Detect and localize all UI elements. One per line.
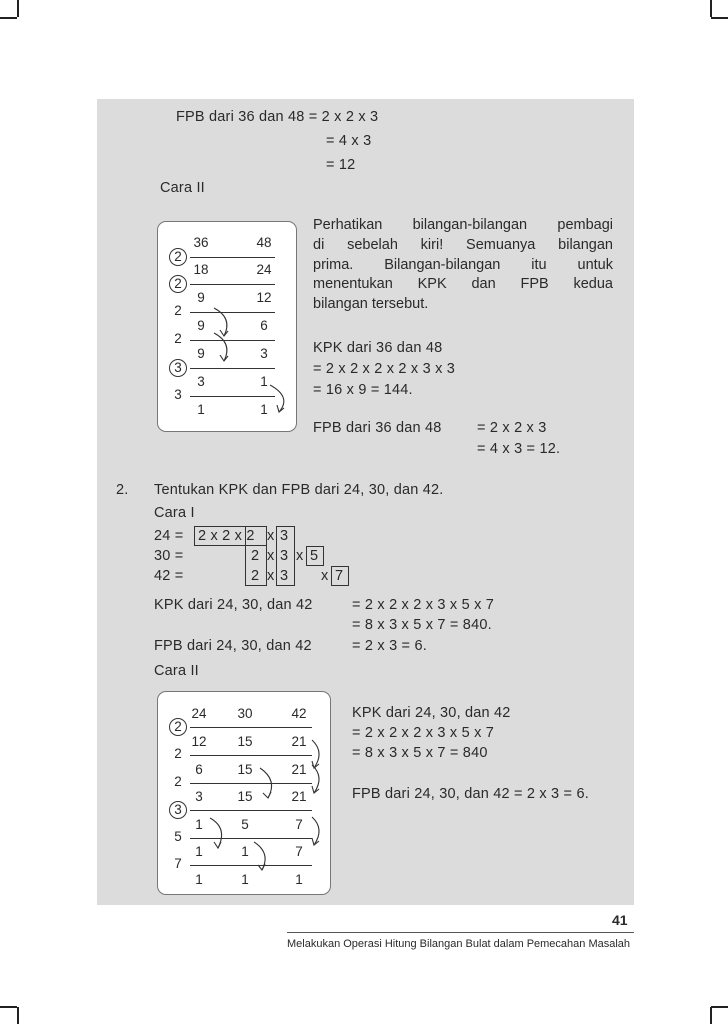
kpk-24-30-42-line-2: = 8 x 3 x 5 x 7 = 840. (352, 617, 492, 633)
factor-row-lhs: 30 = (154, 548, 184, 564)
tree-value: 7 (295, 844, 303, 859)
tree-value: 7 (295, 817, 303, 832)
footer-rule (287, 932, 634, 933)
kpk-24-30-42-label: KPK dari 24, 30, dan 42 (154, 597, 313, 613)
explanation-line: Perhatikan bilangan-bilangan pembagi (313, 217, 613, 233)
explanation-line: menentukan KPK dan FPB kedua (313, 276, 613, 293)
kpk-24-30-42-line-1: = 2 x 2 x 2 x 3 x 5 x 7 (352, 597, 495, 613)
tree-divisor: 3 (169, 801, 187, 819)
tree-value: 24 (191, 706, 207, 721)
tree-value: 9 (197, 346, 205, 361)
tree-value: 15 (237, 789, 253, 804)
factor-x: x (267, 568, 275, 584)
fpb-line-3: = 12 (326, 157, 356, 173)
tree-value: 24 (256, 262, 272, 277)
explanation-line: bilangan tersebut. (313, 296, 429, 313)
tree-value: 18 (193, 262, 209, 277)
factor-x: x (321, 568, 329, 584)
fpb-36-48-line-1: = 2 x 2 x 3 (477, 420, 547, 436)
tree-value: 42 (291, 706, 307, 721)
factor-row-lhs: 42 = (154, 568, 184, 584)
tree-value: 21 (291, 789, 307, 804)
tree-divisor: 5 (174, 829, 182, 844)
tree-divisor: 2 (174, 746, 182, 761)
kpk-36-48-line-2: = 16 x 9 = 144. (313, 382, 413, 398)
tree-divisor: 2 (174, 303, 182, 318)
tree-divisor: 2 (169, 248, 187, 266)
tree-value: 48 (256, 235, 272, 250)
tree-divisor: 3 (174, 387, 182, 402)
factor-three: 3 (280, 568, 289, 584)
tree-value: 30 (237, 706, 253, 721)
factor-two: 2 (251, 548, 260, 564)
tree-value: 6 (260, 318, 268, 333)
tree-value: 12 (256, 290, 272, 305)
tree-divisor: 2 (174, 774, 182, 789)
factor-five: 5 (310, 548, 319, 564)
problem-question: Tentukan KPK dan FPB dari 24, 30, dan 42. (154, 482, 444, 498)
tree-divisor: 2 (174, 331, 182, 346)
factor-x: x (267, 548, 275, 564)
factor-three: 3 (280, 528, 289, 544)
problem-number: 2. (116, 482, 129, 498)
tree-value: 15 (237, 734, 253, 749)
tree-value: 3 (197, 374, 205, 389)
tree-value: 1 (260, 374, 268, 389)
factor-two: 2 (251, 568, 260, 584)
page-number: 41 (612, 912, 628, 928)
factor-three: 3 (280, 548, 289, 564)
tree-divisor: 3 (169, 359, 187, 377)
explanation-line: prima. Bilangan-bilangan itu untuk (313, 256, 613, 273)
tree-value: 1 (295, 872, 303, 887)
tree-value: 1 (195, 872, 203, 887)
tree-value: 1 (241, 844, 249, 859)
cara-i-label: Cara I (154, 505, 195, 521)
tree-divisor: 2 (169, 718, 187, 736)
tree-value: 1 (195, 844, 203, 859)
tree-divisor: 7 (174, 856, 182, 871)
fpb-36-48-label: FPB dari 36 dan 48 (313, 420, 442, 436)
fpb-line-1: FPB dari 36 dan 48 = 2 x 2 x 3 (176, 109, 379, 125)
tree-value: 12 (191, 734, 207, 749)
fpb-36-48-line-2: = 4 x 3 = 12. (477, 441, 561, 457)
factor-x: x (296, 548, 304, 564)
tree-value: 5 (241, 817, 249, 832)
tree-value: 15 (237, 762, 253, 777)
right-kpk-line-2: = 8 x 3 x 5 x 7 = 840 (352, 745, 488, 761)
factor-x: x (267, 528, 275, 544)
tree-divisor: 2 (169, 275, 187, 293)
factor-seven: 7 (335, 568, 344, 584)
tree-value: 1 (260, 402, 268, 417)
tree-value: 6 (195, 762, 203, 777)
kpk-36-48-line-1: = 2 x 2 x 2 x 2 x 3 x 3 (313, 361, 456, 377)
cara-ii-label-2: Cara II (154, 663, 199, 679)
right-kpk-title: KPK dari 24, 30, dan 42 (352, 705, 511, 721)
tree-value: 3 (260, 346, 268, 361)
tree-value: 3 (195, 789, 203, 804)
explanation-line: di sebelah kiri! Semuanya bilangan (313, 236, 613, 253)
fpb-line-2: = 4 x 3 (326, 133, 372, 149)
tree-value: 1 (197, 402, 205, 417)
factor-row-lhs: 24 = (154, 528, 184, 544)
tree-value: 9 (197, 290, 205, 305)
right-fpb: FPB dari 24, 30, dan 42 = 2 x 3 = 6. (352, 786, 589, 802)
tree-value: 21 (291, 762, 307, 777)
running-title: Melakukan Operasi Hitung Bilangan Bulat dalam Pemecahan Masalah (287, 938, 631, 950)
kpk-36-48-title: KPK dari 36 dan 48 (313, 340, 443, 356)
fpb-24-30-42-label: FPB dari 24, 30, dan 42 (154, 638, 312, 654)
right-kpk-line-1: = 2 x 2 x 2 x 3 x 5 x 7 (352, 725, 495, 741)
tree-value: 1 (195, 817, 203, 832)
tree-value: 36 (193, 235, 209, 250)
fpb-24-30-42-value: = 2 x 3 = 6. (352, 638, 427, 654)
factor-group: 2 x 2 x 2 (198, 528, 255, 544)
cara-ii-label: Cara II (160, 180, 205, 196)
tree-value: 1 (241, 872, 249, 887)
tree-value: 9 (197, 318, 205, 333)
tree-value: 21 (291, 734, 307, 749)
